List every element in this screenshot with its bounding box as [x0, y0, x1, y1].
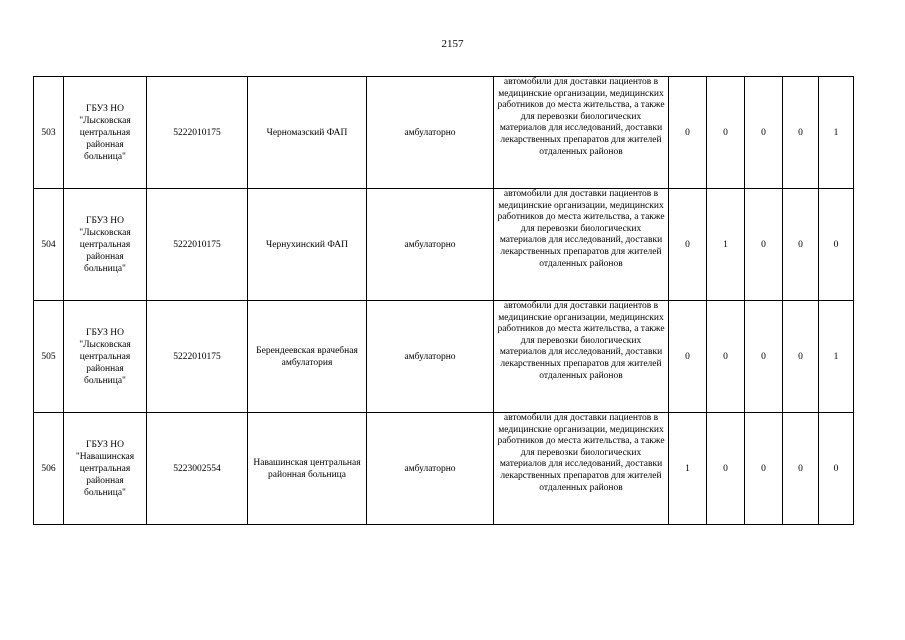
cell-number: 506 [34, 413, 64, 525]
cell-value-1: 1 [669, 413, 707, 525]
cell-value-2: 0 [707, 301, 745, 413]
cell-value-1: 0 [669, 189, 707, 301]
table-row [34, 77, 854, 189]
cell-value-2: 0 [707, 413, 745, 525]
cell-care-type: амбулаторно [367, 413, 494, 525]
cell-inn: 5222010175 [147, 301, 248, 413]
cell-value-3: 0 [745, 413, 783, 525]
cell-organization: ГБУЗ НО "Лысковская центральная районная больница" [64, 77, 147, 189]
cell-value-4: 0 [783, 301, 819, 413]
table-row [34, 413, 854, 525]
cell-facility-name: Навашинская центральная районная больница [248, 413, 367, 525]
cell-value-4: 0 [783, 413, 819, 525]
cell-organization: ГБУЗ НО "Лысковская центральная районная больница" [64, 301, 147, 413]
cell-value-4: 0 [783, 189, 819, 301]
cell-number: 503 [34, 77, 64, 189]
cell-inn: 5222010175 [147, 77, 248, 189]
cell-value-2: 0 [707, 77, 745, 189]
cell-purpose: автомобили для доставки пациентов в медицинские организации, медицинских работников до места жительства, а также для перевозки биологических материалов для исследований, доставки лекарственных препаратов для жителей отдаленных районов [494, 301, 669, 413]
cell-value-3: 0 [745, 189, 783, 301]
page-number: 2157 [441, 38, 464, 50]
cell-care-type: амбулаторно [367, 189, 494, 301]
cell-value-5: 1 [819, 77, 854, 189]
cell-value-1: 0 [669, 301, 707, 413]
cell-facility-name: Берендеевская врачебная амбулатория [248, 301, 367, 413]
table-row [34, 189, 854, 301]
cell-facility-name: Чернухинский ФАП [248, 189, 367, 301]
cell-inn: 5222010175 [147, 189, 248, 301]
cell-facility-name: Черномазский ФАП [248, 77, 367, 189]
cell-value-3: 0 [745, 301, 783, 413]
cell-number: 504 [34, 189, 64, 301]
data-table [33, 76, 854, 525]
cell-value-5: 0 [819, 413, 854, 525]
cell-value-5: 0 [819, 189, 854, 301]
cell-purpose: автомобили для доставки пациентов в медицинские организации, медицинских работников до места жительства, а также для перевозки биологических материалов для исследований, доставки лекарственных препаратов для жителей отдаленных районов [494, 413, 669, 525]
cell-number: 505 [34, 301, 64, 413]
cell-purpose: автомобили для доставки пациентов в медицинские организации, медицинских работников до места жительства, а также для перевозки биологических материалов для исследований, доставки лекарственных препаратов для жителей отдаленных районов [494, 77, 669, 189]
cell-care-type: амбулаторно [367, 301, 494, 413]
cell-purpose: автомобили для доставки пациентов в медицинские организации, медицинских работников до места жительства, а также для перевозки биологических материалов для исследований, доставки лекарственных препаратов для жителей отдаленных районов [494, 189, 669, 301]
table-row [34, 301, 854, 413]
cell-inn: 5223002554 [147, 413, 248, 525]
cell-care-type: амбулаторно [367, 77, 494, 189]
cell-value-1: 0 [669, 77, 707, 189]
cell-organization: ГБУЗ НО "Лысковская центральная районная больница" [64, 189, 147, 301]
cell-value-5: 1 [819, 301, 854, 413]
cell-organization: ГБУЗ НО "Навашинская центральная районная больница" [64, 413, 147, 525]
cell-value-3: 0 [745, 77, 783, 189]
cell-value-4: 0 [783, 77, 819, 189]
cell-value-2: 1 [707, 189, 745, 301]
